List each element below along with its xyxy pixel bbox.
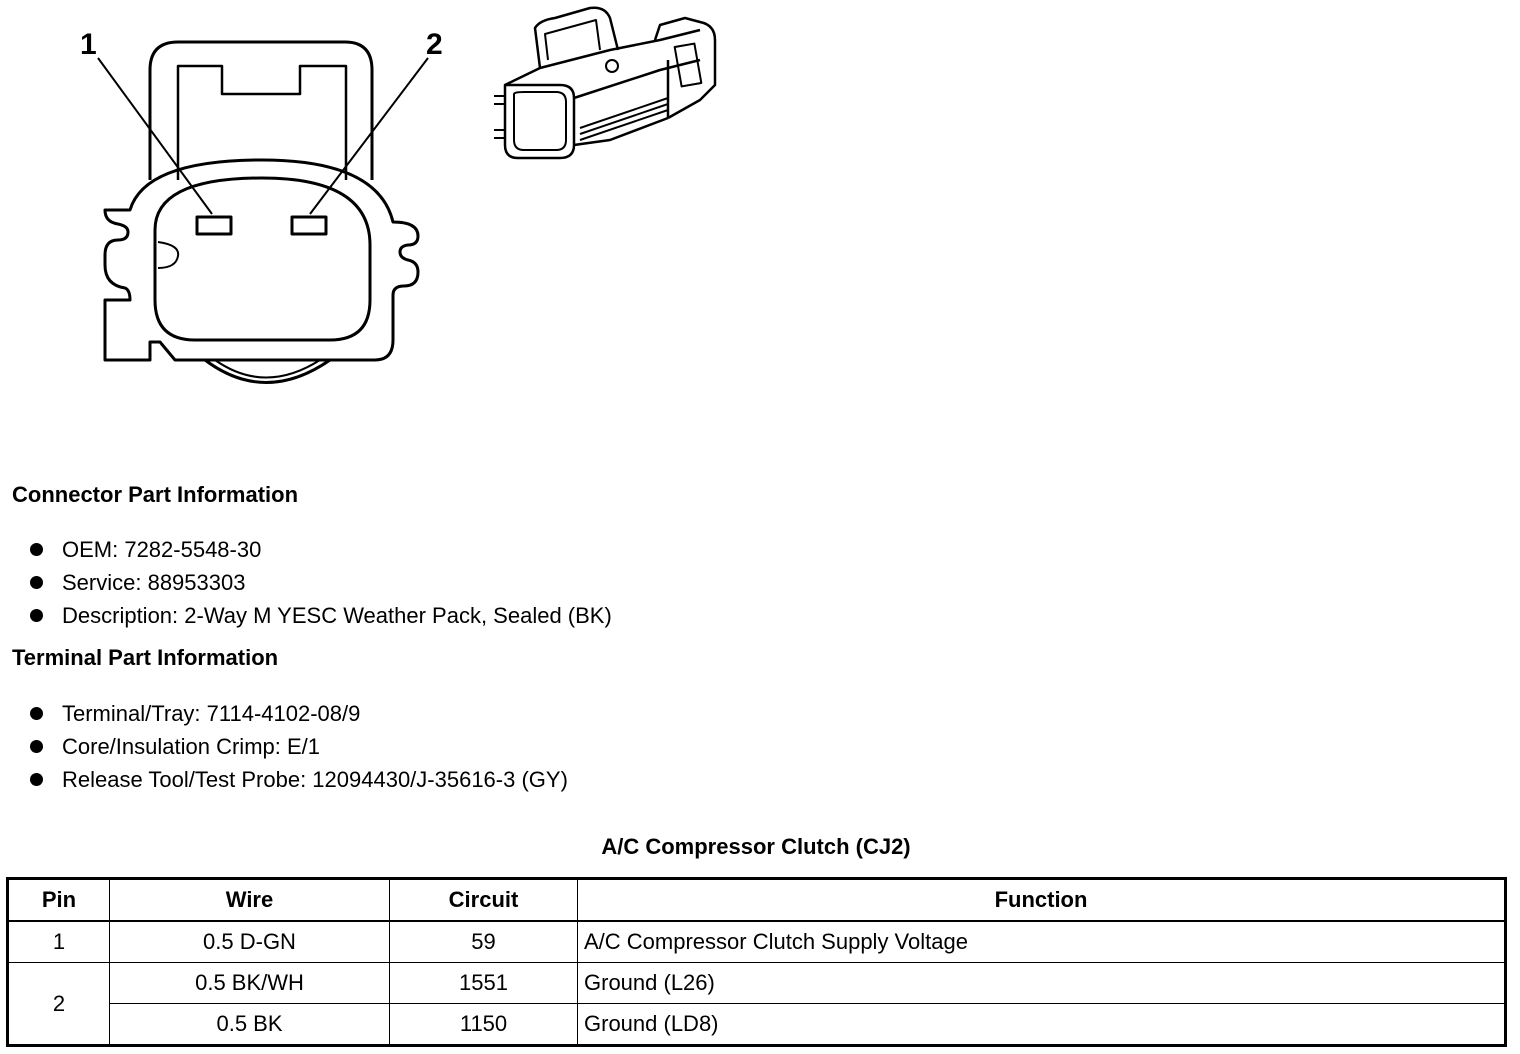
connector-service: Service: 88953303 <box>62 570 246 595</box>
list-item <box>28 730 568 763</box>
mating-face <box>155 178 370 340</box>
connector-oem: OEM: 7282-5548-30 <box>62 537 262 562</box>
terminal-part-info-heading: Terminal Part Information <box>12 645 279 670</box>
bullet-icon <box>30 740 43 753</box>
header-pin: Pin <box>8 879 110 922</box>
connector-part-info-list <box>28 533 612 632</box>
core-insulation-crimp: Core/Insulation Crimp: E/1 <box>62 734 320 759</box>
cell-pin: 2 <box>8 963 110 1046</box>
connector-3d-view <box>494 8 715 158</box>
cell-function: Ground (L26) <box>578 963 1506 1004</box>
connector-drawing <box>0 0 760 420</box>
cell-wire: 0.5 BK/WH <box>110 963 390 1004</box>
header-circuit: Circuit <box>390 879 578 922</box>
table-row <box>8 963 1506 1004</box>
connector-description: Description: 2-Way M YESC Weather Pack, Sealed (BK) <box>62 603 612 628</box>
terminal-1 <box>197 217 231 234</box>
callout-line-1 <box>98 58 212 214</box>
callout-label-1: 1 <box>80 28 97 61</box>
bullet-icon <box>30 773 43 786</box>
cell-wire: 0.5 BK <box>110 1004 390 1046</box>
terminal-part-info-list <box>28 697 568 796</box>
cell-function: Ground (LD8) <box>578 1004 1506 1046</box>
list-item <box>28 566 612 599</box>
terminal-tray: Terminal/Tray: 7114-4102-08/9 <box>62 701 361 726</box>
pin-table <box>6 877 1507 1047</box>
callout-line-2 <box>310 58 428 214</box>
cell-pin: 1 <box>8 921 110 963</box>
cell-circuit: 1150 <box>390 1004 578 1046</box>
bullet-icon <box>30 609 43 622</box>
header-wire: Wire <box>110 879 390 922</box>
release-tool: Release Tool/Test Probe: 12094430/J-35616-3 (GY) <box>62 767 568 792</box>
bullet-icon <box>30 576 43 589</box>
list-item <box>28 599 612 632</box>
table-row <box>8 921 1506 963</box>
callout-label-2: 2 <box>426 28 443 61</box>
cell-circuit: 1551 <box>390 963 578 1004</box>
cell-circuit: 59 <box>390 921 578 963</box>
list-item <box>28 763 568 796</box>
terminal-2 <box>292 217 326 234</box>
cell-wire: 0.5 D-GN <box>110 921 390 963</box>
connector-base-arc <box>205 360 330 383</box>
table-header-row <box>8 879 1506 922</box>
list-item <box>28 533 612 566</box>
connector-part-info-heading: Connector Part Information <box>12 482 299 507</box>
list-item <box>28 697 568 730</box>
bullet-icon <box>30 707 43 720</box>
bullet-icon <box>30 543 43 556</box>
cell-function: A/C Compressor Clutch Supply Voltage <box>578 921 1506 963</box>
header-function: Function <box>578 879 1506 922</box>
pin-table-title: A/C Compressor Clutch (CJ2) <box>601 834 911 859</box>
table-row <box>8 1004 1506 1046</box>
